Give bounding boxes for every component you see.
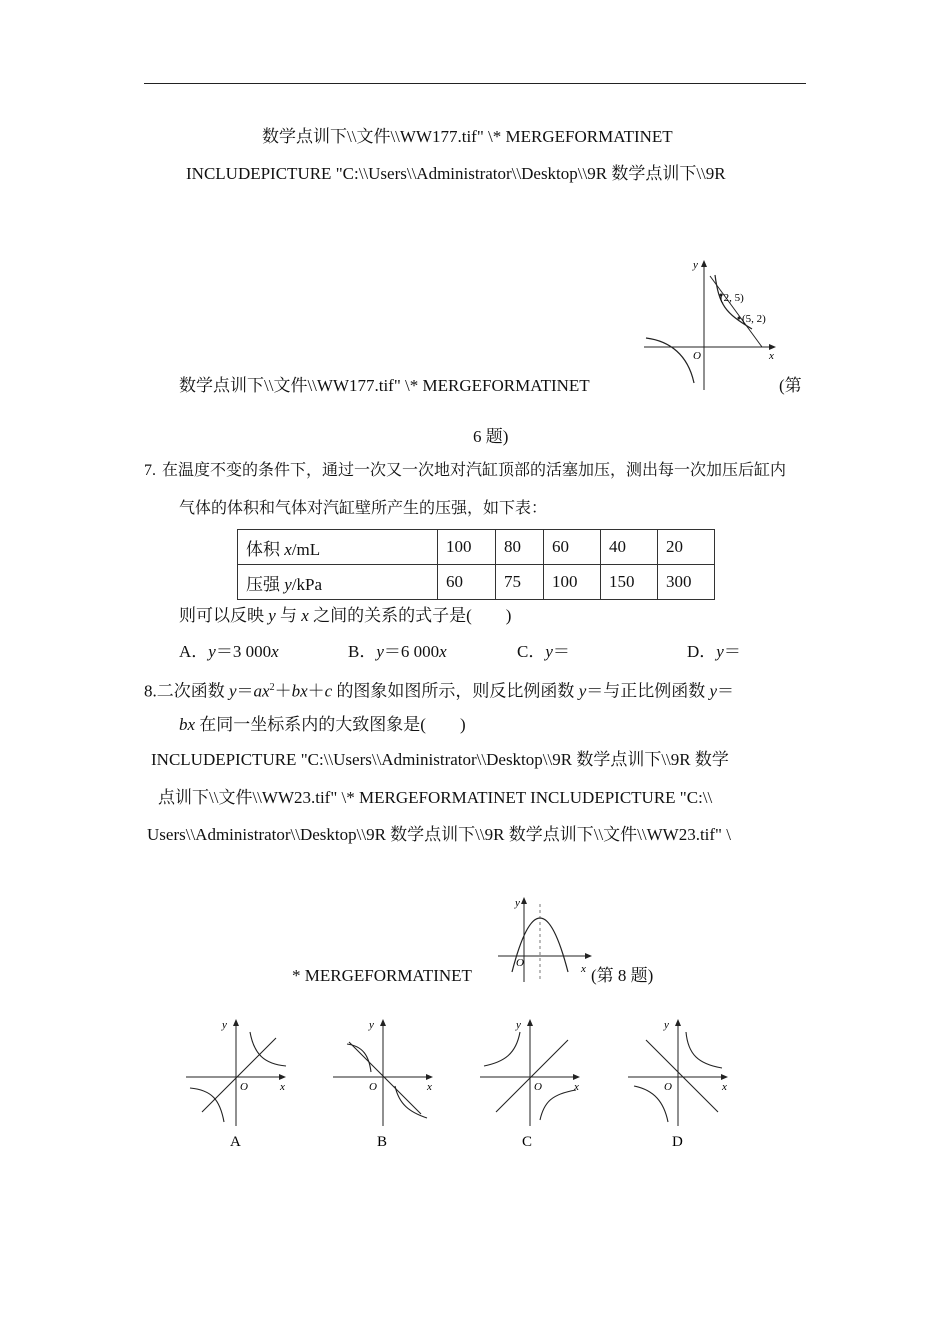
- proportional-line: [349, 1042, 421, 1114]
- choice-label: A: [230, 1134, 241, 1150]
- q8-parabola-graph: [494, 892, 594, 984]
- q6-caption-part2: 6 题): [473, 427, 509, 446]
- table-cell: 100: [438, 530, 496, 565]
- choice-label: B: [377, 1134, 388, 1150]
- table-cell: 80: [496, 530, 544, 565]
- x-arrow-icon: [721, 1074, 728, 1080]
- q7-option-d: D．y＝: [687, 642, 741, 661]
- choice-a-graph: [182, 1014, 292, 1154]
- axis-x-label: x: [427, 1081, 432, 1093]
- header-rule: [144, 83, 806, 84]
- q6-point2-label: (5, 2): [742, 313, 766, 325]
- x-arrow-icon: [426, 1074, 433, 1080]
- axis-x-label: x: [722, 1081, 727, 1093]
- q7-number: 7.: [144, 462, 156, 479]
- origin-label: O: [534, 1081, 542, 1093]
- q7-option-a: A．y＝3 000x: [179, 642, 279, 661]
- x-arrow-icon: [279, 1074, 286, 1080]
- table-cell: 150: [601, 565, 658, 600]
- point-5-2: [738, 317, 741, 320]
- axis-y-label: y: [369, 1019, 374, 1031]
- q7-question: 则可以反映 y 与 x 之间的关系的式子是( ): [179, 606, 512, 625]
- axis-y-label: y: [516, 1019, 521, 1031]
- y-arrow-icon: [675, 1019, 681, 1026]
- hyperbola-branch-2: [395, 1086, 427, 1118]
- origin-label: O: [369, 1081, 377, 1093]
- q7-option-c: C．y＝: [517, 642, 570, 661]
- choice-label: C: [522, 1134, 533, 1150]
- include-line-4: INCLUDEPICTURE "C:\\Users\\Administrator\\Desktop\\9R 数学点训下\\9R 数学: [151, 750, 729, 769]
- q7-data-table: [237, 529, 715, 600]
- table-cell: 300: [658, 565, 715, 600]
- axis-x-label: x: [280, 1081, 285, 1093]
- include-line-7: * MERGEFORMATINET: [292, 966, 472, 985]
- q7-option-b: B．y＝6 000x: [348, 642, 447, 661]
- hyperbola-branch-2: [190, 1088, 224, 1122]
- hyperbola-branch-1: [250, 1032, 286, 1066]
- axis-y-label: y: [222, 1019, 227, 1031]
- y-arrow-icon: [527, 1019, 533, 1026]
- hyperbola-branch-1: [484, 1032, 520, 1066]
- choice-d-graph: [624, 1014, 734, 1154]
- x-arrow-icon: [573, 1074, 580, 1080]
- origin-label: O: [664, 1081, 672, 1093]
- q6-point1-label: (2, 5): [720, 292, 744, 304]
- q8-origin-label: O: [516, 957, 524, 969]
- y-arrow-icon: [521, 897, 527, 904]
- choice-b-graph: [329, 1014, 439, 1154]
- q6-origin-label: O: [693, 350, 701, 362]
- hyperbola-branch-1: [347, 1044, 371, 1072]
- table-cell: 60: [438, 565, 496, 600]
- proportional-line: [496, 1040, 568, 1112]
- line-through-points: [710, 276, 762, 347]
- hyperbola-branch-1: [686, 1032, 722, 1068]
- y-arrow-icon: [380, 1019, 386, 1026]
- row-label: 体积 x/mL: [238, 530, 438, 565]
- include-line-6: Users\\Administrator\\Desktop\\9R 数学点训下\\9R 数学点训下\\文件\\WW23.tif" \: [147, 825, 731, 844]
- hyperbola-branch-2: [540, 1090, 576, 1120]
- q7-stem-line1: 在温度不变的条件下，通过一次又一次地对汽缸顶部的活塞加压，测出每一次加压后缸内: [162, 462, 787, 479]
- proportional-line: [646, 1040, 718, 1112]
- q7-stem-line2: 气体的体积和气体对汽缸壁所产生的压强，如下表：: [179, 500, 548, 517]
- choice-label: D: [672, 1134, 683, 1150]
- axis-y-label: y: [664, 1019, 669, 1031]
- q8-stem-line2: bx 在同一坐标系内的大致图象是( ): [179, 715, 466, 734]
- q8-stem-line1: 8.二次函数 $y=ax^2+bx+c$ 的图象如图所示，则反比例函数 y＝与正比例函数 y＝: [144, 681, 735, 701]
- table-cell: 60: [544, 530, 601, 565]
- axis-x-label: x: [574, 1081, 579, 1093]
- table-row: [238, 530, 715, 565]
- origin-label: O: [240, 1081, 248, 1093]
- choice-c-graph: [476, 1014, 586, 1154]
- table-row: [238, 565, 715, 600]
- table-cell: 75: [496, 565, 544, 600]
- table-cell: 100: [544, 565, 601, 600]
- q8-y-label: y: [515, 897, 520, 909]
- table-cell: 40: [601, 530, 658, 565]
- y-arrow-icon: [233, 1019, 239, 1026]
- q6-caption-part1: (第: [779, 376, 802, 395]
- hyperbola-branch-2: [634, 1086, 668, 1122]
- x-arrow-icon: [585, 953, 592, 959]
- y-arrow-icon: [701, 260, 707, 267]
- include-line-5: 点训下\\文件\\WW23.tif" \* MERGEFORMATINET INCLUDEPICTURE "C:\\: [158, 788, 713, 807]
- proportional-line: [202, 1038, 276, 1112]
- q6-x-label: x: [769, 350, 774, 362]
- table-cell: 20: [658, 530, 715, 565]
- include-line-1: 数学点训下\\文件\\WW177.tif" \* MERGEFORMATINET: [262, 127, 673, 146]
- include-line-2: INCLUDEPICTURE "C:\\Users\\Administrator\\Desktop\\9R 数学点训下\\9R: [186, 164, 726, 183]
- q6-y-label: y: [693, 259, 698, 271]
- q8-caption: (第 8 题): [591, 966, 654, 985]
- hyperbola-branch-2: [646, 338, 694, 383]
- q6-graph: [640, 255, 780, 395]
- row-label: 压强 y/kPa: [238, 565, 438, 600]
- include-line-3: 数学点训下\\文件\\WW177.tif" \* MERGEFORMATINET: [179, 376, 590, 395]
- q8-x-label: x: [581, 963, 586, 975]
